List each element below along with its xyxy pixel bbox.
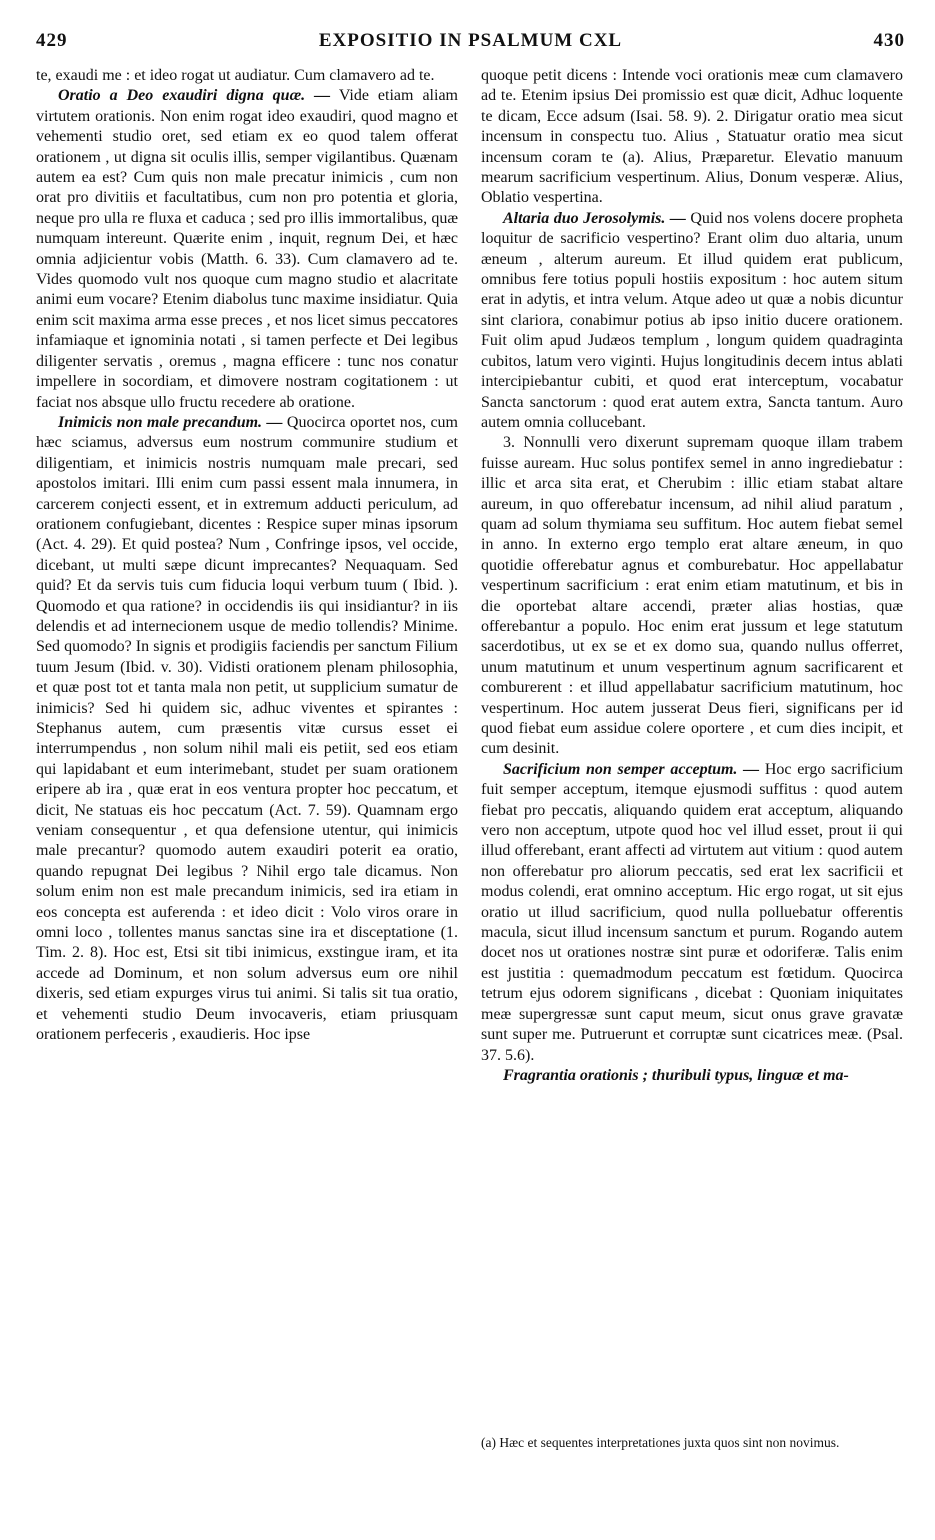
paragraph xyxy=(481,66,903,209)
paragraph-text: Vide etiam aliam virtutem orationis. Non enim rogat ideo exaudiri, quod magno et vehementi studio oret, sed etiam ex eo quod talem offerat orationem , ut digna sit oculis illis, semper vigilantibus. Quænam autem ea est? Cum quis non male precatur inimicis , cum non orat pro divitiis et facultatibus, cum non pro potentia et gloria, neque pro ulla re fluxa et caduca ; sed pro illis immortalibus, quæ numquam intereunt. Quærite enim , inquit, regnum Dei, et hæc omnia adjicientur vobis (Matth. 6. 33). Cum clamavero ad te. Vides quomodo vult nos quoque cum magno studio et alacritate animi eum vocare? Etenim diabolus tunc maxime insidiatur. Quia enim scit maxima arma esse preces , et nos licet simus peccatores infamiaque et ignominia notati , si tamen perfecte et Dei legibus diligenter servatis , oremus , magna efficere : tunc nos conatur impellere in socordiam, et dimovere nostram cogitationem : ut faciat nos absque ullo fructu recedere ab oratione. xyxy=(36,87,458,411)
paragraph xyxy=(36,66,458,86)
paragraph-text: Quid nos volens docere propheta loquitur de sacrificio vespertino? Erant olim duo altaria, unum æneum , alterum aureum. Et illud quidem erat publicum, omnibus fere totius populi hostiis expositum : hoc autem situm erat in adytis, et intra velum. Atque adeo ut quæ a nobis dicuntur sint clariora, conabimur potius ab ipso initio ducere orationem. Fuit olim apud Judæos templum , longum quidem quadraginta cubitos, latum vero viginti. Hujus longitudinis decem intus ablati intercipiebantur cubiti, et quod erat interceptum, vocabatur Sancta sanctorum : quod erat autem extra, Sancta tantum. Auro autem omnia collucebant. xyxy=(481,209,904,431)
section-rubric: Oratio a Deo exaudiri digna quæ. — xyxy=(58,87,331,105)
paragraph xyxy=(481,760,903,1066)
paragraph xyxy=(481,1066,903,1086)
paragraph-text: Hoc ergo sacrificium fuit semper acceptum, itemque ejusmodi suffitus : quod autem fiebat pro peccatis, aliquando quidem erat acceptum, aliquando vero non acceptum, utpote quod hoc vel illud esset, prout ii qui illud offerebant, erant affecti ad virtutem aut vitium : quod autem non offerebatur pro aliorum peccatis, sed erat lex sacrificii et modus colendi, erat omnino acceptum. Hic ergo rogat, ut sit ejus oratio ut illud sacrificium, quod nulla polluebatur offerentis macula, sicut illud incensum sanctum et purum. Rogando autem docet nos ut orationes nostræ sint puræ et odoriferæ. Talis enim est justitia : quemadmodum peccatum est fœtidum. Quocirca tetrum ejus odorem significans , dicebat : Quoniam iniquitates meæ supergressæ sunt caput meum, sicut onus grave gravatæ sunt super me. Putruerunt et corruptæ sunt cicatrices meæ. (Psal. 37. 5.6). xyxy=(481,760,904,1064)
page-number-right: 430 xyxy=(873,30,905,51)
page-number-left: 429 xyxy=(36,30,68,51)
footnote: (a) Hæc et sequentes interpretationes juxta quos sint non novimus. xyxy=(481,1435,840,1450)
paragraph xyxy=(36,413,458,1046)
paragraph-text: te, exaudi me : et ideo rogat ut audiatur. Cum clamavero ad te. xyxy=(36,67,435,84)
right-column xyxy=(481,66,903,1086)
section-rubric: Sacrificium non semper acceptum. — xyxy=(503,760,760,778)
paragraph xyxy=(481,209,903,433)
paragraph xyxy=(36,86,458,413)
paragraph xyxy=(481,433,903,760)
paragraph-text: quoque petit dicens : Intende voci orationis meæ cum clamavero ad te. Etenim ipsius Dei promissio est quæ dicit, Adhuc loquente te dicam, Ecce adsum (Isai. 58. 9). 2. Dirigatur oratio mea sicut incensum in conspectu tuo. Alius , Statuatur oratio mea sicut incensum coram te (a). Alius, Præparetur. Elevatio manuum mearum sacrificium vespertinum. Alius, Donum vesperæ. Alius, Oblatio vespertina. xyxy=(481,67,903,207)
section-rubric: Fragrantia orationis ; thuribuli typus, linguæ et ma- xyxy=(503,1066,849,1084)
paragraph-text: Quocirca oportet nos, cum hæc sciamus, adversus eum nostrum communire studium et diligentiam, et inimicis nostris numquam male precari, sed apostolos imitari. Illi enim cum passi essent mala innumera, in carcerem conjecti essent, et in extremum adducti periculum, ad orationem confugiebant, dicentes : Respice super minas ipsorum (Act. 4. 29). Et quid postea? Num , Confringe ipsos, vel occide, dicebant, ut multi sæpe dicunt imprecantes? Nequaquam. Sed quid? Et da servis tuis cum fiducia loqui verbum tuum ( Ibid. ). Quomodo et qua ratione? in occidendis iis qui insidiantur? in iis delendis et ad internecionem usque de medio tollendis? Minime. Sed quomodo? In signis et prodigiis faciendis per sanctum Filium tuum Jesum (Ibid. v. 30). Vidisti orationem plenam philosophia, et quæ post tot et tanta mala non petit, ut supplicium sumatur de inimicis? Sed hi quidem sic, adhuc viventes et spirantes : Stephanus autem, cum præsentis vitæ cursus esset ei interrumpendus , non solum nihil mali eis petiit, sed eos etiam qui lapidabant et eum interimebant, studet per suam orationem eripere ab ira , quæ erat in eos ventura propter hoc peccatum, et dicit, Ne statuas eis hoc peccatum (Act. 7. 59). Quamnam ergo veniam consequentur , et qua defensione utentur, qui inimicis male precantur? quomodo autem exaudiri poterit ea oratio, quando repugnat Dei legibus ? Nihil ergo tale dicamus. Non solum enim non est male precandum inimicis, sed ira etiam in eos concepta est auferenda : et ideo dicit : Volo viros orare in omni loco , tollentes manus sanctas sine ira et disceptatione (1. Tim. 2. 8). Hoc est, Etsi sit tibi inimicus, exstingue iram, et ita accede ad Dominum, et non solum adversus eum ore nihil dixeris, sed etiam expurges virus tui animi. Si talis sit tua oratio, et vehementi studio Deum invocaveris, etiam priusquam orationem perfeceris , exaudieris. Hoc ipse xyxy=(36,413,458,1044)
left-column xyxy=(36,66,458,1046)
section-rubric: Altaria duo Jerosolymis. — xyxy=(503,209,686,227)
running-header xyxy=(36,30,905,60)
paragraph-text: 3. Nonnulli vero dixerunt supremam quoque illam trabem fuisse auream. Huc solus pontifex semel in anno ingrediebatur : illic et arca sita erat, et Cherubim : illic etiam stabat altare aureum, in quo offerebatur incensum, ad nihil aliud paratum , quam ad solum thymiama seu suffitum. Hoc autem fiebat semel in anno. In externo ergo templo erat altare æneum, in quo quotidie offerebatur agnus et comburebatur. Hoc appellabatur vespertinum sacrificium : erat enim etiam matutinum, et bis in die oportebat altare accendi, præter alias hostias, quæ offerebantur a populo. Hoc enim erat jussum et lege statutum sacerdotibus, ut ex se et ex domo sua, quando nullus offerret, unum matutinum et unum vespertinum agnum sacrificarent et comburerent : et illud appellabatur sacrificium matutinum, hoc vespertinum. Hoc autem jusserat Deus fieri, significans per id quod fiebat eum assidue colere oportere , et cum dies incipit, et cum desinit. xyxy=(481,434,903,758)
running-title: EXPOSITIO IN PSALMUM CXL xyxy=(318,30,623,51)
section-rubric: Inimicis non male precandum. — xyxy=(58,413,283,431)
